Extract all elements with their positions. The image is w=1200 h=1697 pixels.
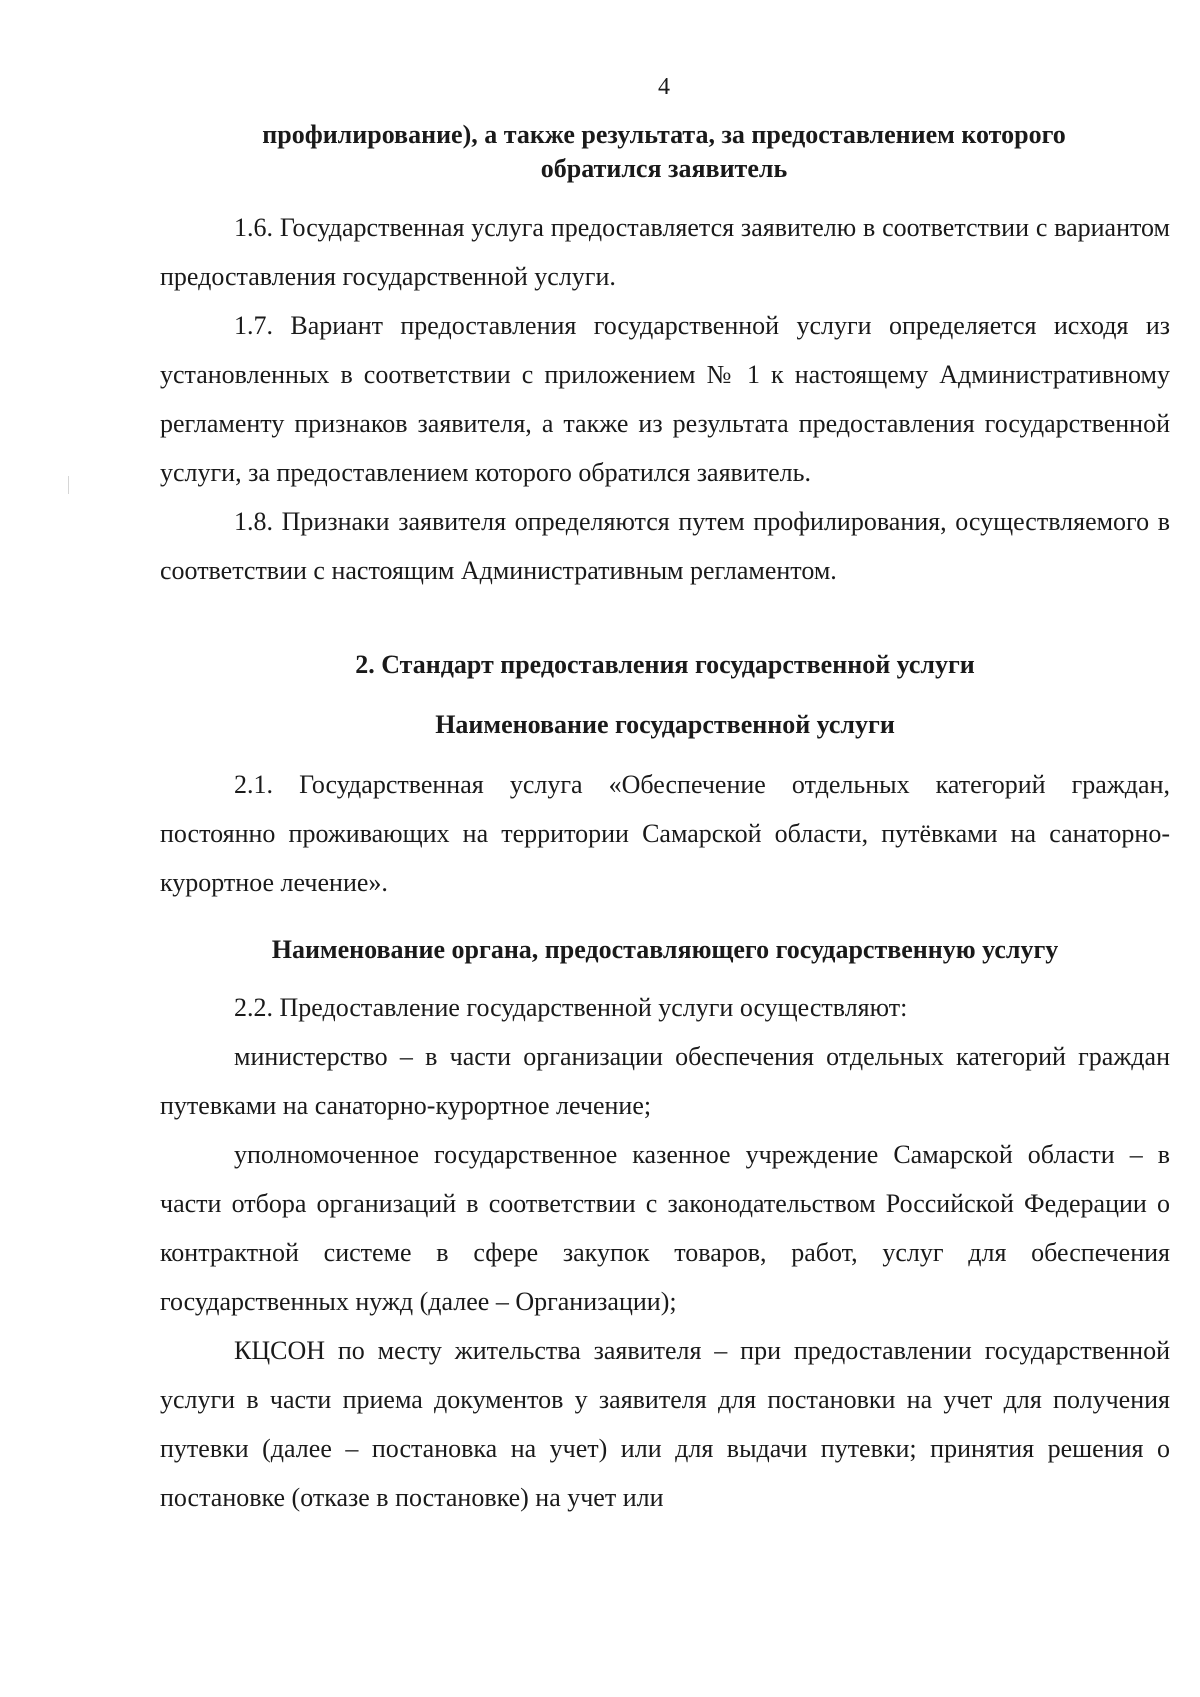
page-number: 4: [658, 74, 670, 100]
paragraph-ministry: министерство – в части организации обеспечения отдельных категорий граждан путевками на санаторно-курортное лечение;: [160, 1042, 1170, 1120]
paragraph-2-1: 2.1. Государственная услуга «Обеспечение отдельных категорий граждан, постоянно проживающих на территории Самарской области, путёвками на санаторно-курортное лечение».: [160, 770, 1170, 897]
paragraphs-2-2: [160, 983, 1170, 1522]
paragraph-2-2: 2.2. Предоставление государственной услуги осуществляют:: [234, 993, 908, 1022]
section-heading: 2. Стандарт предоставления государственной услуги: [355, 650, 975, 679]
subheading-service-name: Наименование государственной услуги: [435, 710, 895, 739]
paragraph-authorized-institution: уполномоченное государственное казенное учреждение Самарской области – в части отбора организаций в соответствии с законодательством Российской Федерации о контрактной системе в сфере закупок товаров, работ, услуг для обеспечения государственных нужд (далее – Организации);: [160, 1140, 1170, 1316]
intro-heading: профилирование), а также результата, за предоставлением которого обратился заявитель: [262, 120, 1066, 183]
subheading-authority-name: Наименование органа, предоставляющего государственную услугу: [271, 935, 1059, 964]
paragraph-2-1-block: [160, 760, 1170, 907]
paragraph-1-7: 1.7. Вариант предоставления государственной услуги определяется исходя из установленных в соответствии с приложением № 1 к настоящему Административному регламенту признаков заявителя, а также из результата предоставления государственной услуги, за предоставлением которого обратился заявитель.: [160, 311, 1170, 487]
paragraph-1-6: 1.6. Государственная услуга предоставляется заявителю в соответствии с вариантом предоставления государственной услуги.: [160, 213, 1170, 291]
margin-mark: [68, 476, 69, 494]
paragraph-kcson: КЦСОН по месту жительства заявителя – при предоставлении государственной услуги в части приема документов у заявителя для постановки на учет для получения путевки (далее – постановка на учет) или для выдачи путевки; принятия решения о постановке (отказе в постановке) на учет или: [160, 1336, 1170, 1512]
paragraphs-1-6-to-1-8: [160, 203, 1170, 595]
paragraph-1-8: 1.8. Признаки заявителя определяются путем профилирования, осуществляемого в соответствии с настоящим Административным регламентом.: [160, 507, 1170, 585]
